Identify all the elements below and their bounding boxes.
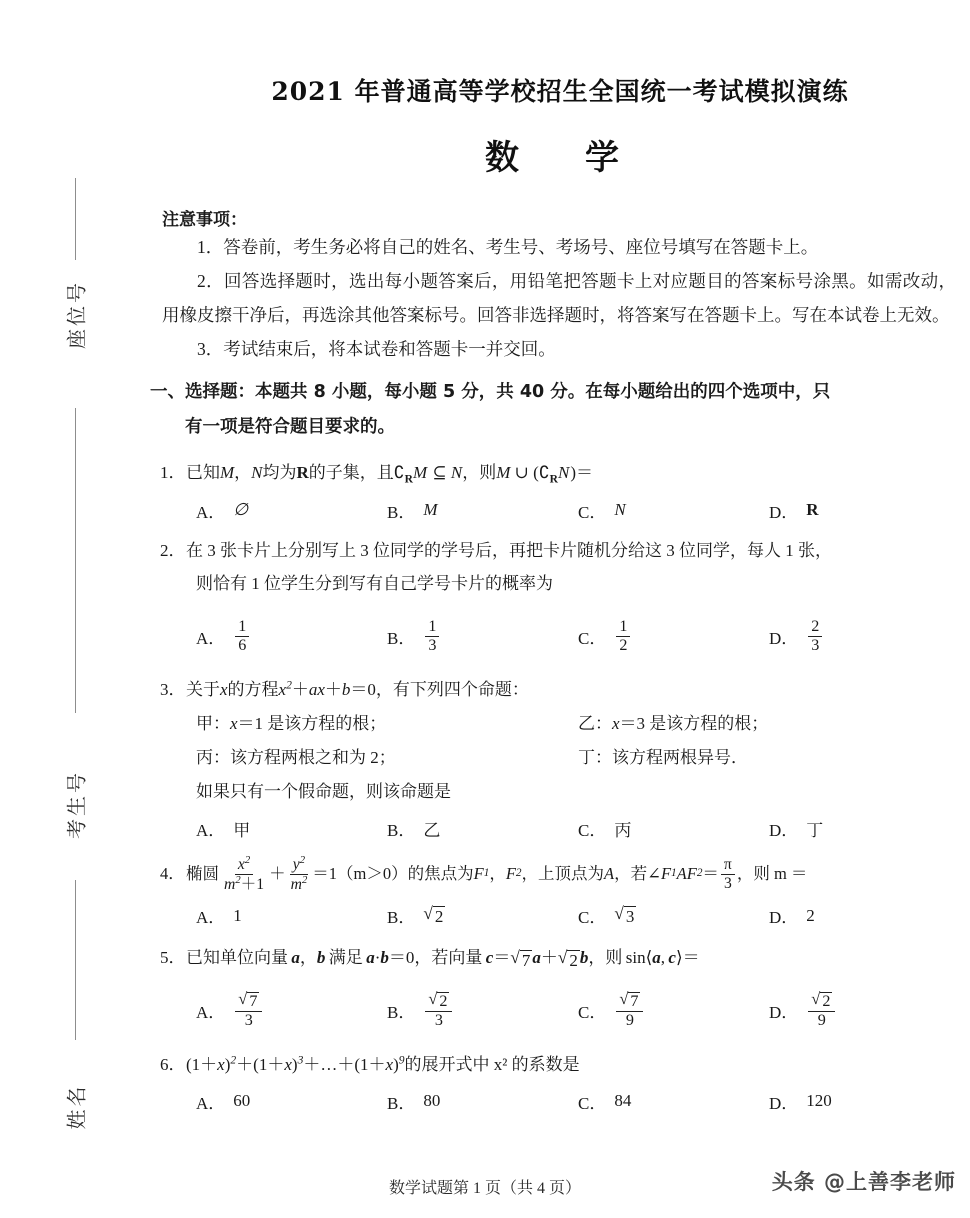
q1-complement-2: $∁_RN$ — [538, 462, 570, 485]
option-c-letter: C． — [578, 502, 607, 522]
question-6-stem: 6．$(1+x)^2+(1+x)^3+\dots+(1+x)^9$的展开式中 x² 的系数是 — [160, 1049, 960, 1081]
question-3-stem: 3．关于x的方程$x^2+ax+b=0$，有下列四个命题： — [160, 674, 960, 706]
option-b[interactable] — [387, 988, 578, 1030]
page-content — [150, 0, 970, 1218]
option-b-letter: B． — [387, 502, 416, 522]
option-d-letter: D． — [769, 628, 799, 648]
proposition-jia: 甲：x＝1 是该方程的根； — [196, 713, 387, 733]
q1-text-3: 均为 — [262, 462, 297, 482]
subject-title: 数 学 — [485, 138, 635, 178]
option-a-value: 1 — [233, 905, 242, 925]
question-5-number: 5． — [160, 948, 186, 968]
question-4-stem: 4． 椭圆 $\frac{x^2}{m^2+1}$ ＋ $\frac{y^2}{m^2}$ ＝1（m＞0）的焦点为 F 1 ， F 2 ，上顶点为 A ，若∠ F 1 AF 2 ＝ $\frac{\pi}{3}$ ，则 m ＝ — [160, 854, 808, 893]
question-5 — [150, 942, 970, 1036]
option-b-letter: B． — [387, 628, 416, 648]
q4-text-2: ＝1（m＞0）的焦点为 — [312, 864, 474, 884]
proposition-ding: 丁：该方程两根异号． — [578, 747, 748, 767]
option-d-letter: D． — [769, 502, 799, 522]
option-d-letter: D． — [769, 1003, 799, 1023]
option-b-value: 80 — [423, 1091, 441, 1111]
section-heading — [150, 375, 970, 445]
option-b[interactable] — [387, 1089, 578, 1114]
option-b[interactable] — [387, 498, 578, 523]
option-d-value: R — [806, 500, 819, 520]
option-d[interactable] — [769, 1089, 960, 1114]
proposition-yi: 乙：x＝3 是该方程的根； — [578, 713, 769, 733]
q1-var-N2: N — [450, 462, 463, 482]
question-2-line2: 则恰有 1 位学生分到写有自己学号卡片的概率为 — [196, 574, 553, 594]
option-d-value: 丁 — [806, 820, 824, 840]
question-3 — [150, 674, 970, 840]
option-d-value: 120 — [806, 1091, 832, 1111]
option-a-fraction: √ 7 3 — [235, 991, 262, 1030]
question-1-stem: 1．已知M，N均为R的子集，且$∁_RM$ ⊆ N，则M ∪ $(∁_RN)=$ — [160, 457, 960, 490]
option-c-value: 84 — [614, 1091, 632, 1111]
option-c[interactable] — [578, 903, 769, 928]
option-d[interactable] — [769, 618, 960, 655]
option-a-value: ∅ — [233, 500, 249, 520]
section-heading-line1: 一、选择题：本题共 8 小题，每小题 5 分，共 40 分。在每小题给出的四个选项中，只 — [150, 381, 831, 402]
question-4-number: 4． — [160, 864, 185, 884]
option-c[interactable] — [578, 816, 769, 841]
notes-heading: 注意事项： — [162, 210, 247, 230]
option-d-letter: D． — [769, 820, 799, 840]
q4-text-3: ，上顶点为 — [521, 864, 605, 884]
q6-text-tail: 的展开式中 x² 的系数是 — [404, 1054, 580, 1074]
q1-text-5: ，则 — [462, 462, 497, 482]
margin-rule-3 — [75, 880, 76, 1040]
option-a[interactable] — [196, 988, 387, 1030]
watermark: 头条 @上善李老师 — [771, 1170, 956, 1194]
option-b-letter: B． — [387, 908, 416, 928]
option-c[interactable] — [578, 498, 769, 523]
option-a-letter: A． — [196, 1003, 226, 1023]
option-a[interactable] — [196, 903, 387, 928]
option-b-letter: B． — [387, 1003, 416, 1023]
question-2 — [150, 535, 970, 662]
option-a[interactable] — [196, 816, 387, 841]
option-b-value: 乙 — [423, 820, 441, 840]
q1-text-2: ， — [234, 462, 252, 482]
option-b-letter: B． — [387, 820, 416, 840]
question-6-options — [160, 1089, 960, 1114]
option-c-letter: C． — [578, 628, 607, 648]
q3-text-3: ＝0，有下列四个命题： — [350, 680, 529, 700]
question-2-options — [160, 610, 960, 662]
question-5-options — [160, 985, 960, 1037]
option-b-sqrt: √ 2 — [423, 904, 444, 927]
q1-var-M: M — [220, 462, 235, 482]
question-6 — [150, 1049, 970, 1114]
q1-var-N: N — [251, 462, 263, 482]
question-6-number: 6． — [160, 1054, 186, 1074]
q4-fraction-pi: $\frac{\pi}{3}$ — [721, 856, 735, 892]
question-1-options — [160, 498, 960, 523]
margin-label-examinee: 考生号 — [64, 770, 89, 839]
option-d-letter: D． — [769, 1093, 799, 1113]
note-item: 1．答卷前，考生务必将自己的姓名、考生号、考场号、座位号填写在答题卡上。 — [197, 237, 819, 257]
q1-text-4: 的子集，且 — [308, 462, 394, 482]
option-b[interactable] — [387, 903, 578, 928]
margin-label-name: 姓名 — [64, 1083, 89, 1130]
option-c-fraction: √ 7 9 — [616, 991, 643, 1030]
q3-var-x: x — [220, 680, 228, 700]
q4-text-5: ，则 m ＝ — [736, 864, 808, 884]
option-a-fraction: $\frac{1}{6}$ — [235, 618, 249, 655]
option-d[interactable] — [769, 903, 960, 928]
left-margin — [0, 0, 150, 1218]
question-1-number: 1． — [160, 462, 186, 482]
option-a-letter: A． — [196, 908, 226, 928]
option-c-value: 丙 — [614, 820, 632, 840]
option-a-value: 甲 — [233, 820, 251, 840]
option-a[interactable] — [196, 498, 387, 523]
question-5-stem: 5．已知单位向量 a，b 满足 a·b＝0，若向量 c＝ √ 7 a＋ √ 2 b，则 sin⟨a, c⟩＝ — [160, 942, 960, 974]
question-3-closing: 如果只有一个假命题，则该命题是 — [196, 781, 451, 801]
option-b-fraction: √ 2 3 — [425, 991, 452, 1030]
q1-text-1: 已知 — [186, 462, 220, 482]
option-c-fraction: $\frac{1}{2}$ — [616, 618, 630, 655]
option-a-letter: A． — [196, 502, 226, 522]
question-4 — [150, 855, 970, 929]
option-d[interactable] — [769, 988, 960, 1030]
option-d-fraction: $\frac{2}{3}$ — [808, 618, 822, 655]
option-c-sqrt: √ 3 — [614, 904, 635, 927]
note-item: 3．考试结束后，将本试卷和答题卡一并交回。 — [197, 339, 556, 360]
q4-text-4: ，若∠ — [614, 864, 661, 884]
option-b[interactable] — [387, 618, 578, 655]
option-c-value: N — [614, 500, 626, 520]
q4-text-1: 椭圆 — [186, 864, 219, 884]
option-a[interactable] — [196, 1089, 387, 1114]
option-a[interactable] — [196, 618, 387, 655]
option-b[interactable] — [387, 816, 578, 841]
proposition-bing: 丙：该方程两根之和为 2； — [196, 747, 396, 767]
q3-text-1: 关于 — [186, 680, 220, 700]
notes-block — [150, 205, 970, 367]
margin-label-seat: 座位号 — [64, 280, 89, 349]
note-item: 2．回答选择题时，选出每小题答案后，用铅笔把答题卡上对应题目的答案标号涂黑。如需改动，用橡皮擦干净后，再选涂其他答案标号。回答非选择题时，将答案写在答题卡上。写在本试卷上无效。 — [162, 271, 956, 326]
q4-fraction-x: $\frac{x^2}{m^2+1}$ — [224, 854, 265, 893]
option-a-letter: A． — [196, 628, 226, 648]
option-d-fraction: √ 2 9 — [808, 991, 835, 1030]
option-a-value: 60 — [233, 1091, 251, 1111]
q1-text-6: ＝ — [576, 462, 593, 482]
question-3-options — [160, 816, 960, 841]
option-a-letter: A． — [196, 1093, 226, 1113]
q1-set-R: R — [296, 462, 309, 482]
page-title: 2021 年普通高等学校招生全国统一考试模拟演练 — [271, 77, 849, 106]
margin-rule-2 — [75, 408, 76, 713]
option-d-value: 2 — [806, 905, 815, 925]
option-b-letter: B． — [387, 1093, 416, 1113]
option-c-letter: C． — [578, 1003, 607, 1023]
option-c[interactable] — [578, 1089, 769, 1114]
q3-text-2: 的方程 — [227, 680, 279, 700]
option-d[interactable] — [769, 498, 960, 523]
q1-complement-1: $∁_RM$ — [393, 462, 428, 485]
question-3-propositions-row1 — [160, 707, 960, 741]
question-4-options — [160, 903, 960, 928]
question-1 — [150, 457, 970, 523]
option-c-letter: C． — [578, 1093, 607, 1113]
option-d[interactable] — [769, 816, 960, 841]
option-c[interactable] — [578, 618, 769, 655]
option-c-letter: C． — [578, 908, 607, 928]
question-2-stem — [160, 535, 960, 567]
page-footer: 数学试题第 1 页（共 4 页） — [388, 1180, 581, 1197]
question-2-number: 2． — [160, 540, 186, 560]
q4-fraction-y: $\frac{y^2}{m^2}$ — [290, 854, 308, 893]
option-a-letter: A． — [196, 820, 226, 840]
option-c-letter: C． — [578, 820, 607, 840]
option-b-fraction: $\frac{1}{3}$ — [425, 618, 439, 655]
option-b-value: M — [423, 500, 438, 520]
section-heading-line2: 有一项是符合题目要求的。 — [185, 416, 395, 437]
option-d-letter: D． — [769, 908, 799, 928]
question-3-number: 3． — [160, 680, 186, 700]
question-2-line1: 在 3 张卡片上分别写上 3 位同学的学号后，再把卡片随机分给这 3 位同学，每人 1 张， — [186, 540, 832, 560]
option-c[interactable] — [578, 988, 769, 1030]
question-3-propositions-row2 — [160, 741, 960, 775]
